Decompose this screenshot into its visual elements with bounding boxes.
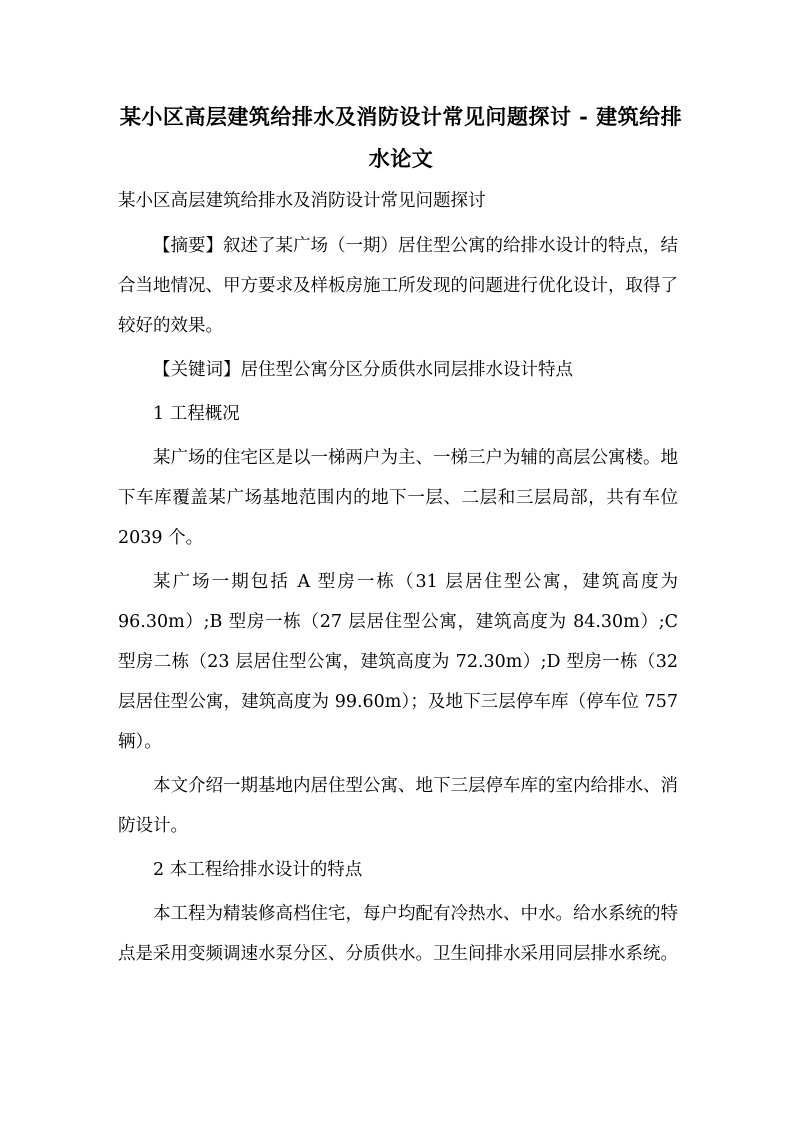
body-paragraph: 某广场的住宅区是以一梯两户为主、一梯三户为辅的高层公寓楼。地下车库覆盖某广场基地范围内的地下一层、二层和三层局部，共有车位 2039 个。 [118,448,678,548]
body-paragraph: 本工程为精装修高档住宅，每户均配有冷热水、中水。给水系统的特点是采用变频调速水泵分区、分质供水。卫生间排水采用同层排水系统。 [118,904,678,964]
body-paragraph: 本文介绍一期基地内居住型公寓、地下三层停车库的室内给排水、消防设计。 [118,776,678,836]
body-paragraph: 某广场一期包括 A 型房一栋（31 层居住型公寓，建筑高度为 96.30m）;B 型房一栋（27 层居住型公寓，建筑高度为 84.30m）;C 型房二栋（23 层居住型公寓，建筑高度为 72.30m）;D 型房一栋（32 层居住型公寓，建筑高度为 99.60m）；及地下三层停车库（停车位 757 辆）。 [118,572,678,752]
document-subtitle: 某小区高层建筑给排水及消防设计常见问题探讨 [118,191,486,211]
keywords-paragraph: 【关键词】居住型公寓分区分质供水同层排水设计特点 [153,360,573,380]
section-heading-1: 1 工程概况 [153,404,240,424]
section-heading-2: 2 本工程给排水设计的特点 [153,860,363,880]
abstract-paragraph: 【摘要】叙述了某广场（一期）居住型公寓的给排水设计的特点，结合当地情况、甲方要求及样板房施工所发现的问题进行优化设计，取得了较好的效果。 [118,236,678,336]
document-title: 某小区高层建筑给排水及消防设计常见问题探讨 - 建筑给排水论文 [119,104,683,171]
document-body [118,226,678,978]
